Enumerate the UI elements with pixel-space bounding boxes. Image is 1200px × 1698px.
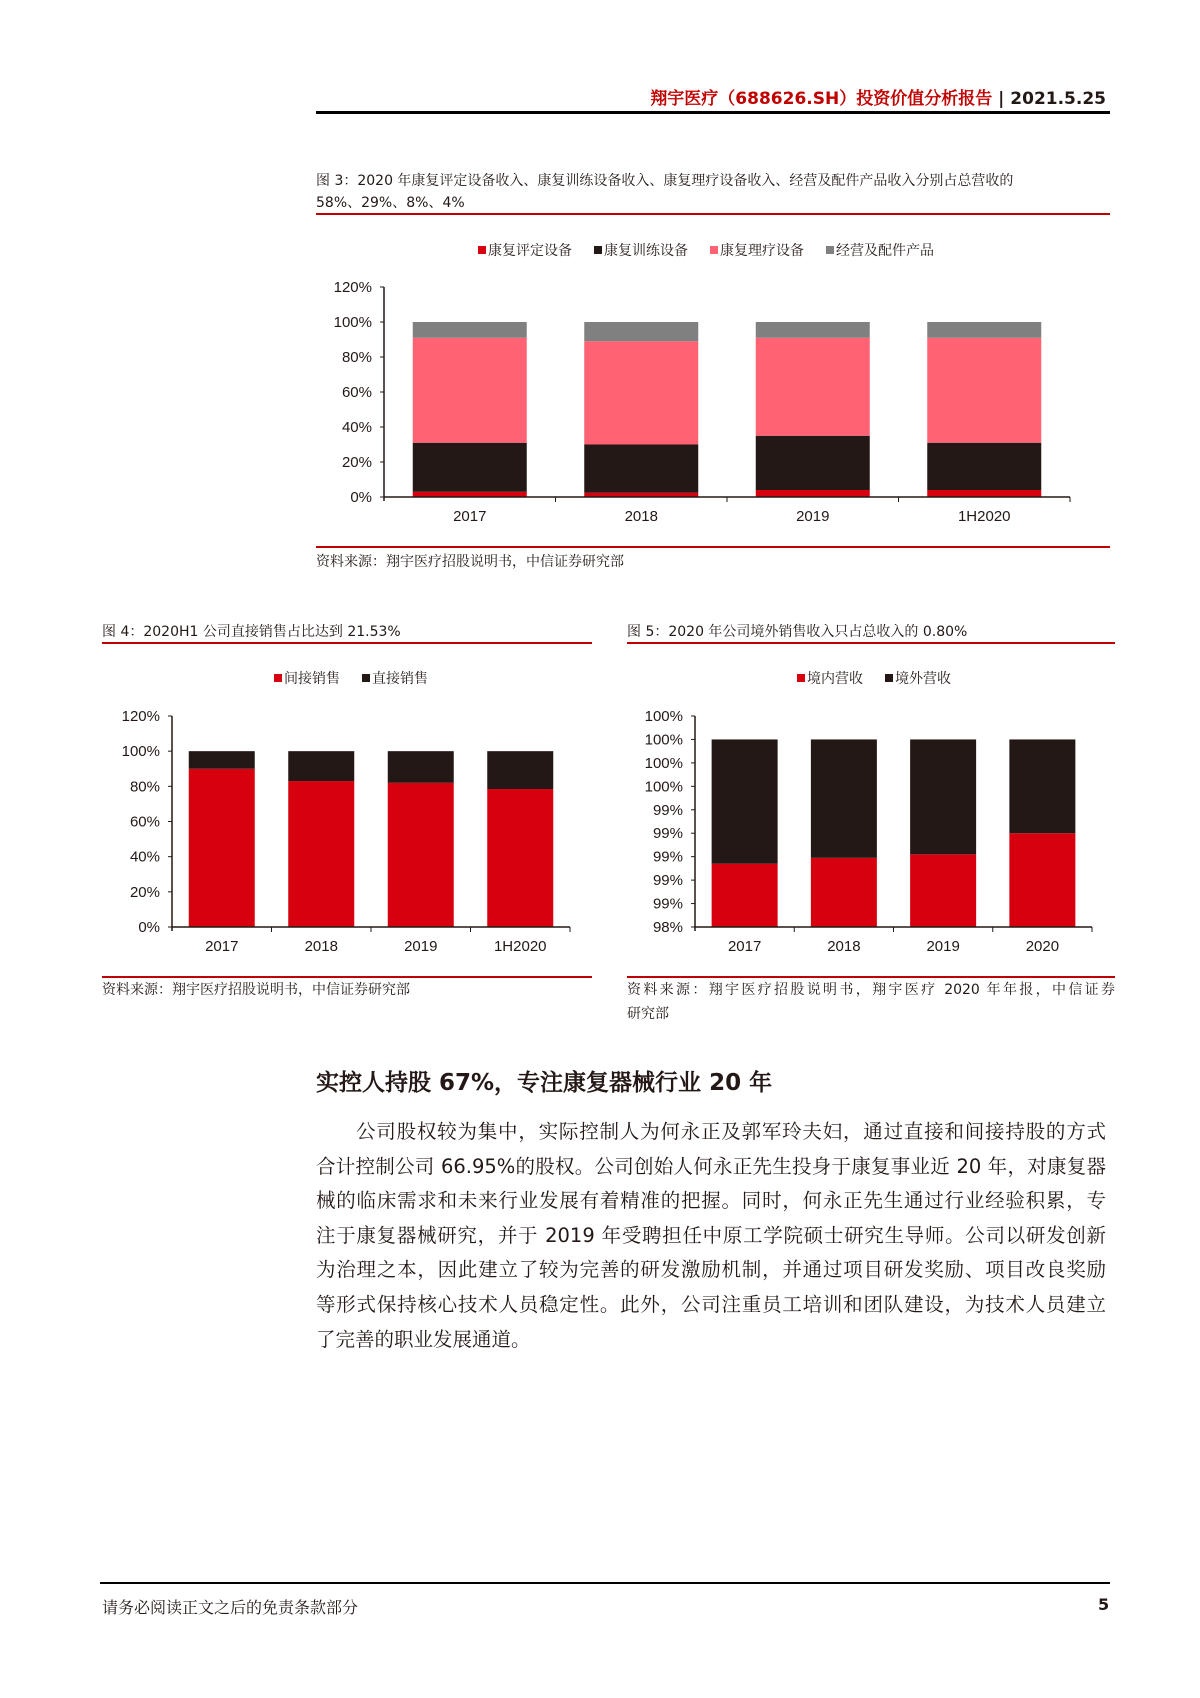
legend-swatch xyxy=(478,246,486,254)
y-tick-label: 20% xyxy=(341,454,372,471)
bar-segment xyxy=(413,443,527,492)
bar-segment xyxy=(584,341,698,444)
bar-segment xyxy=(910,739,976,854)
x-tick-label: 2017 xyxy=(727,938,762,955)
bar-segment xyxy=(927,490,1041,497)
bar-segment xyxy=(487,789,553,927)
y-tick-label: 100% xyxy=(644,731,683,749)
body-line: 合计控制公司 66.95%的股权。公司创始人何永正先生投身于康复事业近 20 年，对康复器 xyxy=(316,1154,1106,1178)
legend-item xyxy=(710,240,804,260)
body-line: 了完善的职业发展通道。 xyxy=(316,1327,531,1351)
legend-label: 康复评定设备 xyxy=(488,243,572,259)
bar-segment xyxy=(927,338,1041,443)
y-tick-label: 100% xyxy=(333,314,372,331)
caption-rule xyxy=(316,213,1110,215)
caption-rule xyxy=(627,642,1115,644)
bar-segment xyxy=(927,322,1041,338)
bar-segment xyxy=(927,443,1041,490)
page-number: 5 xyxy=(1098,1595,1110,1614)
header-separator: | xyxy=(998,89,1005,109)
report-title: 翔宇医疗（688626.SH）投资价值分析报告 xyxy=(650,89,993,109)
bar-segment xyxy=(288,781,354,927)
bar-segment xyxy=(189,751,255,769)
bar-segment xyxy=(413,492,527,497)
x-tick-label: 2019 xyxy=(796,508,830,525)
body-line: 注于康复器械研究，并于 2019 年受聘担任中原工学院硕士研究生导师。公司以研发创新 xyxy=(316,1223,1106,1247)
caption-rule xyxy=(102,642,592,644)
bar-segment xyxy=(413,322,527,338)
legend-item xyxy=(594,240,688,260)
figure-3-chart xyxy=(300,270,1100,530)
source-rule xyxy=(316,546,1110,548)
bar-segment xyxy=(288,751,354,781)
y-tick-label: 60% xyxy=(129,813,160,831)
x-tick-label: 2020 xyxy=(1025,938,1060,955)
legend-label: 经营及配件产品 xyxy=(836,243,934,259)
legend-label: 康复训练设备 xyxy=(604,243,688,259)
legend-swatch xyxy=(274,674,282,682)
caption-line: 图 3：2020 年康复评定设备收入、康复训练设备收入、康复理疗设备收入、经营及配件产品收入分别占总营收的 xyxy=(316,173,1014,189)
figure-4-caption: 图 4：2020H1 公司直接销售占比达到 21.53% xyxy=(102,624,401,640)
bar-segment xyxy=(712,739,778,863)
body-line: 等形式保持核心技术人员稳定性。此外，公司注重员工培训和团队建设，为技术人员建立 xyxy=(316,1292,1106,1316)
x-tick-label: 1H2020 xyxy=(957,508,1011,525)
bar-segment xyxy=(756,490,870,497)
legend-item xyxy=(826,240,934,260)
legend-swatch xyxy=(710,246,718,254)
y-tick-label: 0% xyxy=(350,489,372,506)
bar-segment xyxy=(487,751,553,789)
y-tick-label: 20% xyxy=(129,883,160,901)
report-header xyxy=(650,84,1106,109)
caption-line: 58%、29%、8%、4% xyxy=(316,195,465,211)
y-tick-label: 100% xyxy=(644,708,683,725)
y-tick-label: 0% xyxy=(138,919,160,936)
bar-segment xyxy=(756,436,870,490)
y-tick-label: 120% xyxy=(121,708,160,725)
body-line: 械的临床需求和未来行业发展有着精准的把握。同时，何永正先生通过行业经验积累，专 xyxy=(316,1189,1106,1213)
figure-3-source: 资料来源：翔宇医疗招股说明书，中信证券研究部 xyxy=(316,554,624,570)
y-tick-label: 120% xyxy=(333,279,372,296)
legend-label: 直接销售 xyxy=(372,671,428,687)
header-rule xyxy=(316,111,1110,114)
bar-segment xyxy=(811,858,877,927)
legend-item xyxy=(885,668,951,688)
footer-rule xyxy=(100,1582,1110,1584)
x-tick-label: 2017 xyxy=(205,938,239,955)
legend-item xyxy=(362,668,428,688)
legend-item xyxy=(274,668,340,688)
figure-3-legend xyxy=(478,240,934,260)
x-tick-label: 2018 xyxy=(827,938,861,955)
bar-segment xyxy=(388,751,454,783)
x-tick-label: 2018 xyxy=(304,938,338,955)
x-tick-label: 2019 xyxy=(404,938,438,955)
x-tick-label: 1H2020 xyxy=(493,938,547,955)
y-tick-label: 40% xyxy=(341,419,372,436)
y-tick-label: 98% xyxy=(652,919,683,936)
y-tick-label: 80% xyxy=(341,349,372,366)
bar-segment xyxy=(1009,739,1075,833)
legend-label: 境外营收 xyxy=(895,671,951,687)
figure-4-source: 资料来源：翔宇医疗招股说明书，中信证券研究部 xyxy=(102,982,410,998)
y-tick-label: 40% xyxy=(129,848,160,866)
figure-5-source xyxy=(627,978,1115,1026)
legend-swatch xyxy=(885,674,893,682)
legend-label: 间接销售 xyxy=(284,671,340,687)
bar-segment xyxy=(756,322,870,338)
figure-5-legend xyxy=(797,668,951,688)
figure-3-caption xyxy=(316,170,1013,214)
bar-segment xyxy=(811,739,877,857)
legend-swatch xyxy=(594,246,602,254)
y-tick-label: 99% xyxy=(652,872,683,890)
bar-segment xyxy=(1009,833,1075,927)
y-tick-label: 80% xyxy=(129,778,160,796)
footer-disclaimer: 请务必阅读正文之后的免责条款部分 xyxy=(102,1598,359,1617)
bar-segment xyxy=(584,322,698,341)
figure-5-caption: 图 5：2020 年公司境外销售收入只占总收入的 0.80% xyxy=(627,624,968,640)
y-tick-label: 99% xyxy=(652,825,683,843)
y-tick-label: 99% xyxy=(652,801,683,819)
y-tick-label: 100% xyxy=(121,743,160,761)
y-tick-label: 99% xyxy=(652,895,683,913)
y-tick-label: 100% xyxy=(644,754,683,772)
bar-segment xyxy=(189,769,255,927)
legend-swatch xyxy=(826,246,834,254)
source-line: 资料来源：翔宇医疗招股说明书，翔宇医疗 2020 年年报，中信证券 xyxy=(627,982,1115,998)
figure-4-legend xyxy=(274,668,428,688)
bar-segment xyxy=(413,338,527,443)
y-tick-label: 100% xyxy=(644,778,683,796)
bar-segment xyxy=(756,338,870,436)
section-heading: 实控人持股 67%，专注康复器械行业 20 年 xyxy=(316,1070,773,1096)
y-tick-label: 60% xyxy=(341,384,372,401)
x-tick-label: 2018 xyxy=(624,508,658,525)
report-date: 2021.5.25 xyxy=(1010,89,1106,109)
bar-segment xyxy=(584,445,698,493)
legend-label: 境内营收 xyxy=(807,671,863,687)
x-tick-label: 2019 xyxy=(926,938,960,955)
legend-swatch xyxy=(362,674,370,682)
figure-4-chart xyxy=(100,700,600,960)
bar-segment xyxy=(910,854,976,927)
source-line: 研究部 xyxy=(627,1006,669,1022)
bar-segment xyxy=(388,783,454,927)
body-line: 公司股权较为集中，实际控制人为何永正及郭军玲夫妇，通过直接和间接持股的方式 xyxy=(356,1120,1106,1143)
body-line: 为治理之本，因此建立了较为完善的研发激励机制，并通过项目研发奖励、项目改良奖励 xyxy=(316,1258,1106,1282)
legend-item xyxy=(478,240,572,260)
bar-segment xyxy=(712,864,778,927)
y-tick-label: 99% xyxy=(652,848,683,866)
legend-label: 康复理疗设备 xyxy=(720,243,804,259)
section-body xyxy=(316,1115,1106,1357)
legend-swatch xyxy=(797,674,805,682)
figure-5-chart xyxy=(620,700,1120,960)
legend-item xyxy=(797,668,863,688)
x-tick-label: 2017 xyxy=(453,508,487,525)
